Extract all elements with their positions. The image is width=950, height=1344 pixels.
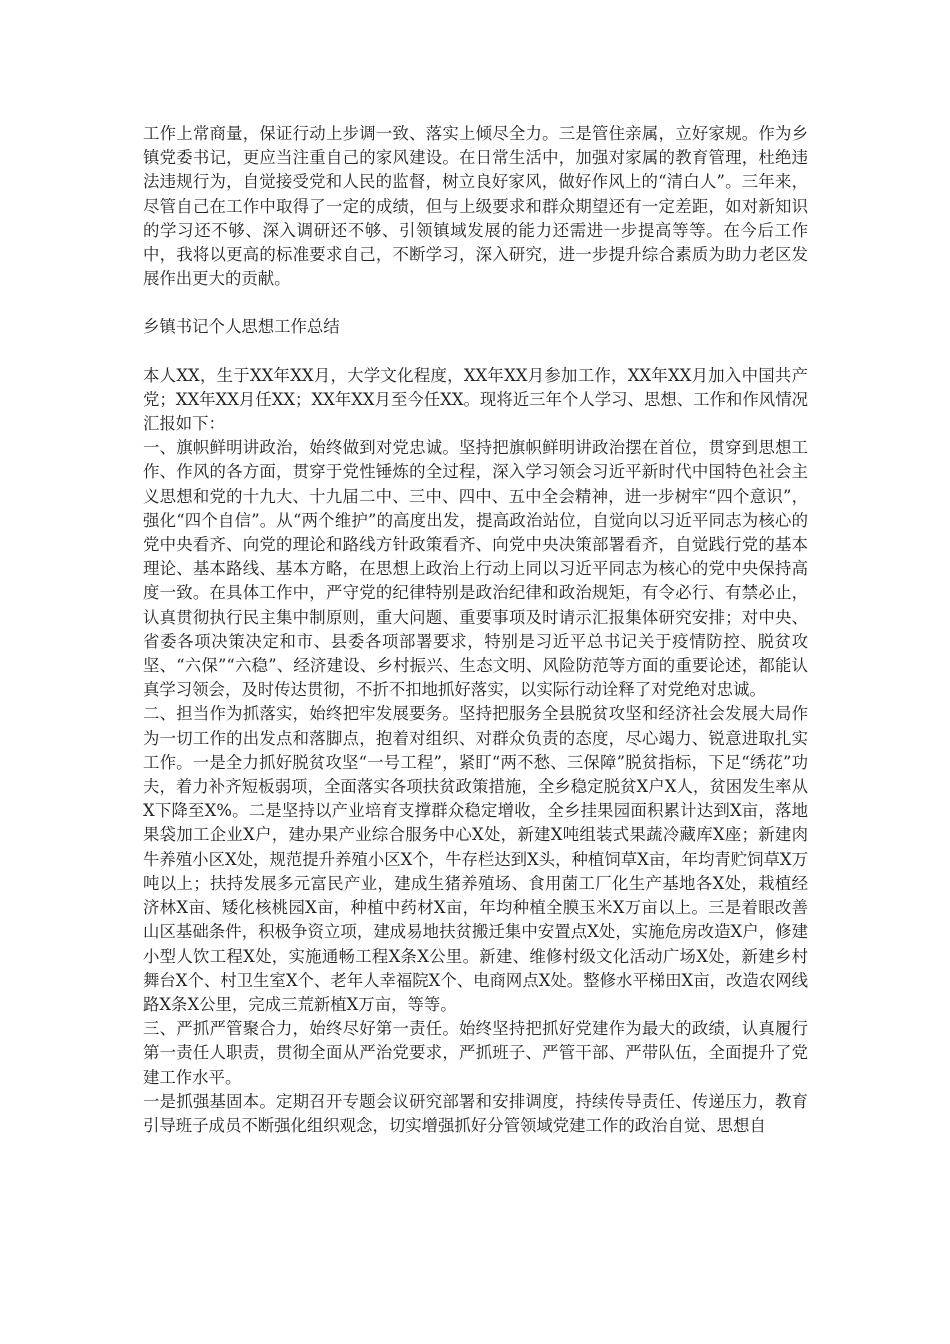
section-3-item-1-paragraph: 一是抓强基固本。定期召开专题会议研究部署和安排调度，持续传导责任、传递压力，教育引导班子成员不断强化组织观念，切实增强抓好分管领域党建工作的政治自觉、思想自	[143, 1091, 808, 1135]
intro-paragraph: 本人XX，生于XX年XX月，大学文化程度，XX年XX月参加工作，XX年XX月加入中国共产党；XX年XX月任XX；XX年XX月至今任XX。现将近三年个人学习、思想、工作和作风情况汇报如下：	[143, 365, 808, 434]
document-page	[143, 122, 808, 1138]
continuation-paragraph: 工作上常商量，保证行动上步调一致、落实上倾尽全力。三是管住亲属，立好家规。作为乡镇党委书记，更应当注重自己的家风建设。在日常生活中，加强对家属的教育管理，杜绝违法违规行为，自觉接受党和人民的监督，树立良好家风，做好作风上的“清白人”。三年来，尽管自己在工作中取得了一定的成绩，但与上级要求和群众期望还有一定差距，如对新知识的学习还不够、深入调研还不够、引领镇域发展的能力还需进一步提高等等。在今后工作中，我将以更高的标准要求自己，不断学习，深入研究，进一步提升综合素质为助力老区发展作出更大的贡献。	[143, 124, 808, 289]
section-1-paragraph: 一、旗帜鲜明讲政治，始终做到对党忠诚。坚持把旗帜鲜明讲政治摆在首位，贯穿到思想工作、作风的各方面，贯穿于党性锤炼的全过程，深入学习领会习近平新时代中国特色社会主义思想和党的十九大、十九届二中、三中、四中、五中全会精神，进一步树牢“四个意识”，强化“四个自信”。从“两个维护”的高度出发，提高政治站位，自觉向以习近平同志为核心的党中央看齐、向党的理论和路线方针政策看齐、向党中央决策部署看齐，自觉践行党的基本理论、基本路线、基本方略，在思想上政治上行动上同以习近平同志为核心的党中央保持高度一致。在具体工作中，严守党的纪律特别是政治纪律和政治规矩，有令必行、有禁必止，认真贯彻执行民主集中制原则，重大问题、重要事项及时请示汇报集体研究安排；对中央、省委各项决策决定和市、县委各项部署要求，特别是习近平总书记关于疫情防控、脱贫攻坚、“六保”“六稳”、经济建设、乡村振兴、生态文明、风险防范等方面的重要论述，都能认真学习领会，及时传达贯彻，不折不扣地抓好落实，以实际行动诠释了对党绝对忠诚。	[143, 438, 808, 700]
section-3-paragraph: 三、严抓严管聚合力，始终尽好第一责任。始终坚持把抓好党建作为最大的政绩，认真履行第一责任人职责，贯彻全面从严治党要求，严抓班子、严管干部、严带队伍，全面提升了党建工作水平。	[143, 1019, 808, 1087]
document-title: 乡镇书记个人思想工作总结	[143, 317, 340, 337]
section-2-paragraph: 二、担当作为抓落实，始终把牢发展要务。坚持把服务全县脱贫攻坚和经济社会发展大局作为一切工作的出发点和落脚点，抱着对组织、对群众负责的态度，尽心竭力、锐意进取扎实工作。一是全力抓好脱贫攻坚“一号工程”，紧盯“两不愁、三保障”脱贫指标，下足“绣花”功夫，着力补齐短板弱项，全面落实各项扶贫政策措施，全乡稳定脱贫X户X人，贫困发生率从X下降至X%。二是坚持以产业培育支撑群众稳定增收，全乡挂果园面积累计达到X亩，落地果袋加工企业X户，建办果产业综合服务中心X处，新建X吨组装式果蔬冷藏库X座；新建肉牛养殖小区X处，规范提升养殖小区X个，牛存栏达到X头，种植饲草X亩，年均青贮饲草X万吨以上；扶持发展多元富民产业，建成生猪养殖场、食用菌工厂化生产基地各X处，栽植经济林X亩、矮化核桃园X亩，种植中药材X亩，年均种植全膜玉米X万亩以上。三是着眼改善山区基础条件，积极争资立项，建成易地扶贫搬迁集中安置点X处，实施危房改造X户，修建小型人饮工程X处，实施通畅工程X条X公里。新建、维修村级文化活动广场X处，新建乡村舞台X个、村卫生室X个、老年人幸福院X个、电商网点X处。整修水平梯田X亩，改造农网线路X条X公里，完成三荒新植X万亩，等等。	[143, 704, 808, 1014]
